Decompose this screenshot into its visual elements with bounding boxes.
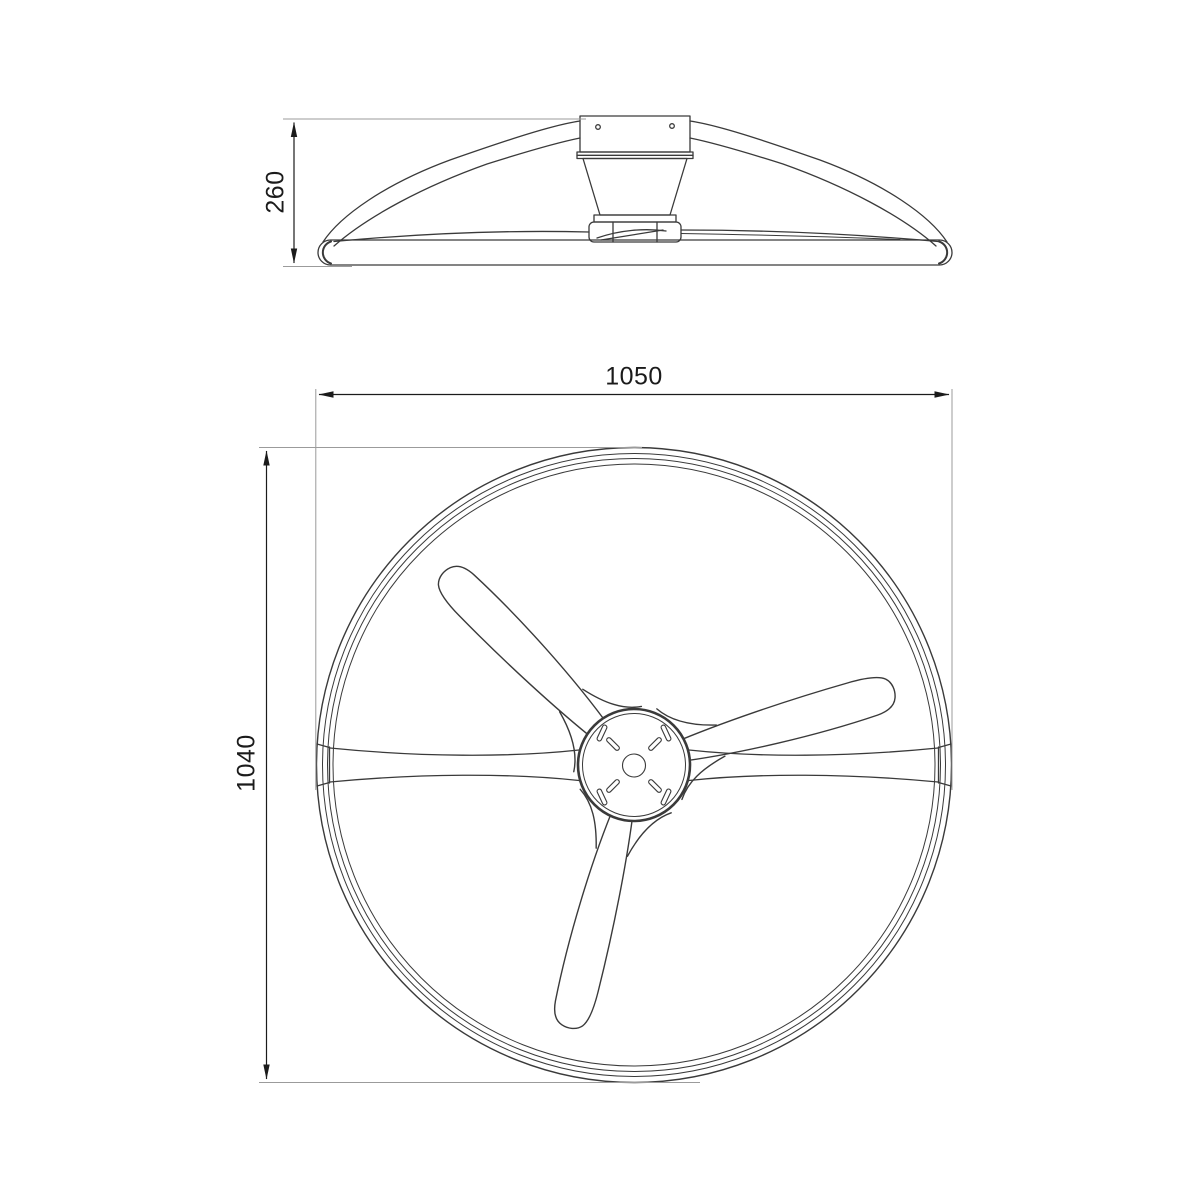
screw-left — [596, 125, 601, 130]
hub — [578, 709, 690, 821]
dome-outer-right — [690, 121, 947, 242]
plan-view — [317, 448, 952, 1083]
motor-body — [583, 159, 687, 216]
side-ring-left-cap — [323, 242, 331, 264]
hub-rim — [578, 709, 690, 821]
fan-blade-bottom — [522, 789, 672, 1039]
mount-block — [580, 116, 690, 152]
lower-hub — [589, 222, 681, 242]
side-height-dimension-label: 260 — [261, 170, 290, 214]
screw-right — [670, 124, 675, 129]
plan-width-dimension-label: 1050 — [605, 362, 663, 391]
dome-inner-left — [334, 138, 580, 246]
side-ring-bar — [318, 240, 952, 265]
side-ring-right-cap — [939, 242, 947, 264]
motor-step — [594, 215, 676, 222]
side-view — [318, 116, 952, 265]
dome-outer-left — [323, 121, 580, 242]
plan-height-dimension-label: 1040 — [232, 734, 261, 792]
